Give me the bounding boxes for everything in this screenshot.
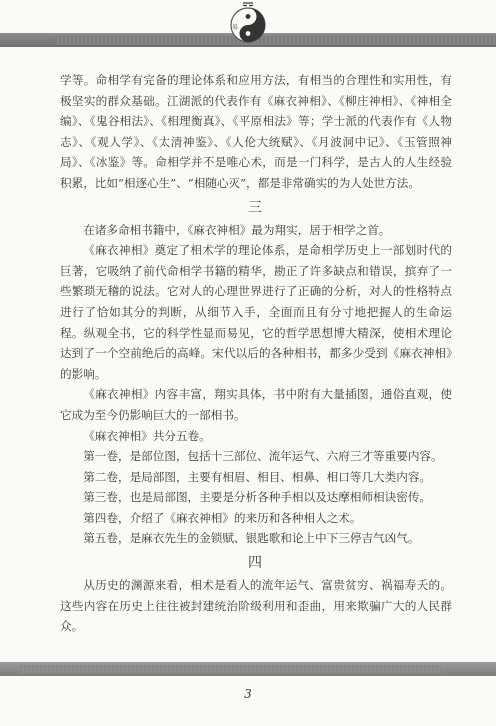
page-number: 3 — [244, 687, 252, 701]
volume-item: 第五卷，是麻衣先生的金锁赋、银匙歌和论上中下三停吉气凶气。 — [83, 531, 420, 546]
paragraph: 在诸多命相书籍中，《麻衣神相》最为翔实，居于相学之首。 — [83, 222, 391, 237]
paragraph: 《麻衣神相》内容丰富，翔实具体，书中附有大量插图，通俗直观，使它成为至今仍影响巨大的一部相书。 — [60, 387, 452, 422]
paragraph: 学等。命相学有完备的理论体系和应用方法，有相当的合理性和实用性，有极坚实的群众基础。江湖派的代表作有《麻衣神相》、《柳庄神相》、《神相全编》、《鬼谷相法》、《相理衡真》、《平原相法》等；学士派的代表作有《人物志》、《观人学》、《太清神鉴》、《人伦大统赋》、《月波洞中记》、《玉管照神局》、《冰鉴》等。命相学并不是唯心术，而是一门科学，是古人的人生经验积累，比如“相逐心生”、“相随心灭”，都是非常确实的为人处世方法。 — [60, 73, 452, 190]
volume-item: 第二卷，是局部图，主要有相眉、相目、相鼻、相口等几大类内容。 — [83, 469, 432, 484]
paragraph: 从历史的渊源来看，相术是看人的流年运气、富贵贫穷、祸福寿夭的。这些内容在历史上往往被封建统治阶级利用和歪曲，用来欺骗广大的人民群众。 — [60, 578, 452, 634]
footer-band-texture — [20, 665, 441, 673]
volume-item: 第三卷，也是局部图，主要是分析各种手相以及达摩相师相诀密传。 — [83, 490, 432, 505]
header-band-texture — [55, 36, 496, 45]
volume-item: 第四卷，介绍了《麻衣神相》的来历和各种相人之术。 — [83, 510, 362, 525]
emblem-left-char: 易 — [232, 24, 239, 31]
volume-item: 第一卷，是部位图，包括十三部位、流年运气、六府三才等重要内容。 — [83, 449, 443, 464]
section-heading-3: 三 — [248, 199, 264, 216]
section-heading-4: 四 — [248, 555, 264, 572]
page-body — [60, 70, 452, 637]
yin-yang-emblem-icon — [226, 1, 270, 45]
paragraph: 《麻衣神相》奠定了相术学的理论体系，是命相学历史上一部划时代的巨著，它吸纳了前代命相学书籍的精华，勘正了许多缺点和错误，摈弃了一些繁琐无稽的说法。它对人的心理世界进行了正确的分析，对人的性格特点进行了恰如其分的判断，从细节入手，全面而且有分寸地把握人的生命运程。纵观全书，它的科学性显而易见，它的哲学思想博大精深，使相术理论达到了一个空前绝后的高峰。宋代以后的各种相书，都多少受到《麻衣神相》的影响。 — [60, 243, 452, 381]
emblem-right-char: 语 — [259, 24, 266, 31]
paragraph: 《麻衣神相》共分五卷。 — [83, 428, 211, 443]
